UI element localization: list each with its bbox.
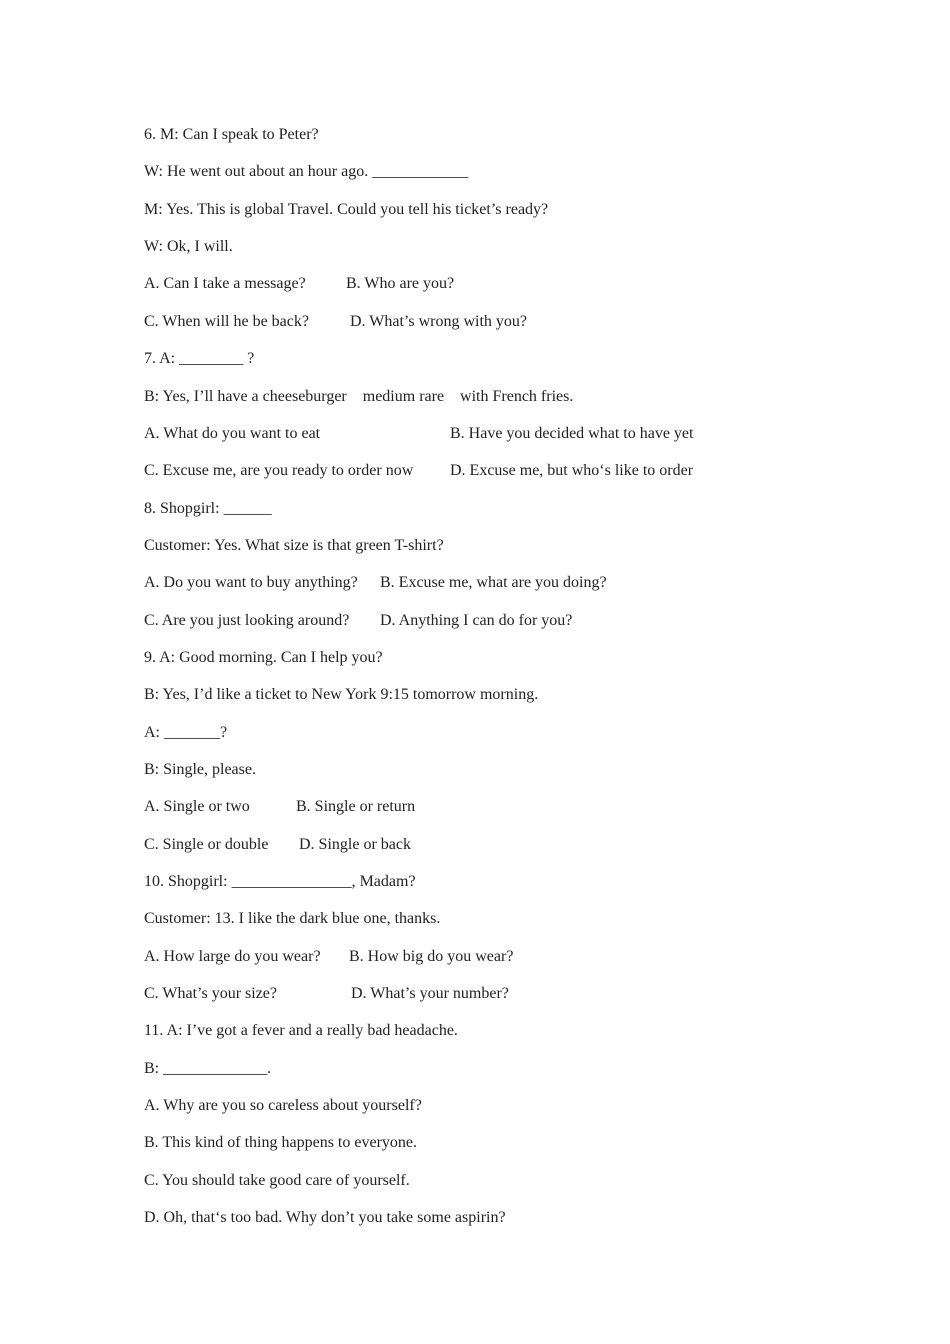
q8-option-d: D. Anything I can do for you?	[380, 612, 573, 629]
q6-option-a: A. Can I take a message?	[144, 275, 306, 292]
q8-dialogue-c1: Customer: Yes. What size is that green T-shirt?	[144, 537, 444, 554]
q8-option-b: B. Excuse me, what are you doing?	[380, 574, 607, 591]
q9-dialogue-b2: B: Single, please.	[144, 761, 256, 778]
q10-option-a: A. How large do you wear?	[144, 948, 321, 965]
q8-stem: 8. Shopgirl: ______	[144, 500, 272, 517]
q11-option-c: C. You should take good care of yourself.	[144, 1172, 410, 1189]
q6-dialogue-w1: W: He went out about an hour ago. ____________	[144, 163, 469, 180]
q9-option-b: B. Single or return	[296, 798, 416, 815]
q6-option-b: B. Who are you?	[346, 275, 455, 292]
q7-option-d: D. Excuse me, but who‘s like to order	[450, 462, 694, 479]
q10-option-c: C. What’s your size?	[144, 985, 278, 1002]
q9-option-d: D. Single or back	[299, 836, 411, 853]
q11-option-a: A. Why are you so careless about yourself?	[144, 1097, 422, 1114]
q9-dialogue-b1: B: Yes, I’d like a ticket to New York 9:15 tomorrow morning.	[144, 686, 539, 703]
q9-option-c: C. Single or double	[144, 836, 269, 853]
q6-stem: 6. M: Can I speak to Peter?	[144, 126, 319, 143]
q9-stem: 9. A: Good morning. Can I help you?	[144, 649, 383, 666]
q10-dialogue-c1: Customer: 13. I like the dark blue one, thanks.	[144, 910, 441, 927]
q7-option-a: A. What do you want to eat	[144, 425, 321, 442]
q11-dialogue-b1: B: _____________.	[144, 1060, 272, 1077]
q6-option-d: D. What’s wrong with you?	[350, 313, 528, 330]
q10-stem: 10. Shopgirl: _______________, Madam?	[144, 873, 416, 890]
q7-option-c: C. Excuse me, are you ready to order now	[144, 462, 414, 479]
q9-dialogue-a2: A: _______?	[144, 724, 228, 741]
q10-option-d: D. What’s your number?	[351, 985, 509, 1002]
q8-option-c: C. Are you just looking around?	[144, 612, 350, 629]
q6-dialogue-m1: M: Yes. This is global Travel. Could you tell his ticket’s ready?	[144, 201, 549, 218]
q7-option-b: B. Have you decided what to have yet	[450, 425, 694, 442]
q11-option-d: D. Oh, that‘s too bad. Why don’t you take some aspirin?	[144, 1209, 506, 1226]
q11-stem: 11. A: I’ve got a fever and a really bad headache.	[144, 1022, 458, 1039]
q6-dialogue-w2: W: Ok, I will.	[144, 238, 233, 255]
q11-option-b: B. This kind of thing happens to everyone.	[144, 1134, 417, 1151]
q7-dialogue-b1: B: Yes, I’ll have a cheeseburger medium rare with French fries.	[144, 388, 574, 405]
q7-stem: 7. A: ________ ?	[144, 350, 255, 367]
q8-option-a: A. Do you want to buy anything?	[144, 574, 358, 591]
q9-option-a: A. Single or two	[144, 798, 250, 815]
q6-option-c: C. When will he be back?	[144, 313, 309, 330]
q10-option-b: B. How big do you wear?	[349, 948, 514, 965]
